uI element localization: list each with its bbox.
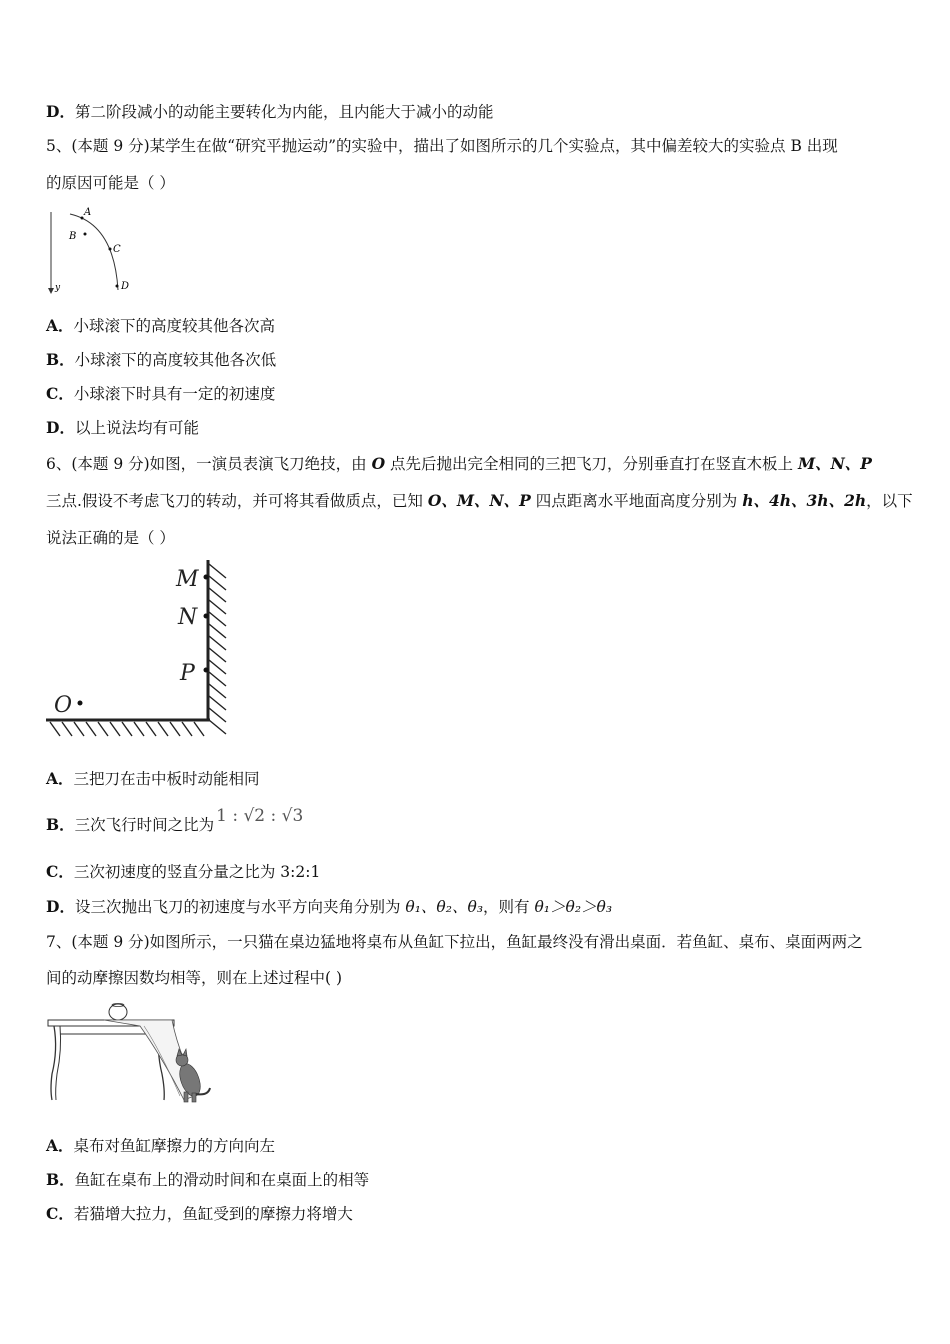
option-label: D．: [46, 418, 75, 437]
time-ratio-formula: 1 : √2 : √3: [216, 806, 304, 826]
point-n-label: N: [178, 605, 198, 630]
q6-figure: [44, 558, 244, 748]
option-text: ，则有: [483, 898, 535, 916]
stem-text: 三点.假设不考虑飞刀的转动，并可将其看做质点，已知: [46, 492, 428, 510]
stem-text: 点先后抛出完全相同的三把飞刀，分别垂直打在竖直木板上: [385, 455, 798, 473]
option-text: 三次飞行时间之比为: [74, 816, 215, 834]
option-label: A．: [46, 1136, 74, 1155]
point-m: [204, 575, 209, 580]
option-text: 三把刀在击中板时动能相同: [73, 770, 260, 788]
q6-option-b: [46, 806, 304, 835]
option-label: D．: [46, 102, 75, 121]
q5-figure: [44, 204, 144, 300]
q5-option-c: [46, 384, 275, 404]
option-text: 若猫增大拉力，鱼缸受到的摩擦力将增大: [73, 1205, 353, 1223]
option-text: 三次初速度的竖直分量之比为 3:2:1: [73, 863, 321, 881]
stem-text: 四点距离水平地面高度分别为: [530, 492, 743, 510]
q5-stem-line2: 的原因可能是（ ）: [46, 174, 175, 192]
q7-stem-line1: 7、(本题 9 分)如图所示，一只猫在桌边猛地将桌布从鱼缸下拉出，鱼缸最终没有滑出桌面．若鱼缸、桌布、桌面两两之: [46, 933, 863, 951]
point-d: [116, 285, 119, 288]
option-text: 以上说法均有可能: [74, 419, 199, 437]
option-label: C．: [46, 862, 74, 881]
stem-text: ，以下: [866, 492, 913, 510]
q7-stem-line2: 间的动摩擦因数均相等，则在上述过程中( ): [46, 969, 343, 987]
table-leg-left: [51, 1026, 56, 1100]
q5-option-d: [46, 418, 199, 438]
option-label: D．: [46, 897, 75, 916]
q6-option-d: [46, 897, 612, 917]
prev-option-d: [46, 102, 493, 122]
trajectory-curve: [70, 214, 118, 290]
heights-ref: h、4h、3h、2h: [742, 491, 867, 510]
q7-option-a: [46, 1136, 275, 1156]
q5-option-a: [46, 316, 275, 336]
point-o-ref: O: [371, 454, 386, 473]
y-axis-label: y: [55, 283, 61, 293]
point-o: [78, 701, 83, 706]
option-text: 第二阶段减小的动能主要转化为内能，且内能大于减小的动能: [74, 103, 494, 121]
theta-inequality: θ₁＞θ₂＞θ₃: [534, 898, 613, 916]
option-label: C．: [46, 384, 74, 403]
q6-stem-line1: [46, 454, 872, 474]
point-o-label: O: [54, 693, 73, 718]
option-label: C．: [46, 1204, 74, 1223]
stem-text: 6、(本题 9 分)如图，一演员表演飞刀绝技，由: [46, 455, 372, 473]
point-b-label: B: [69, 231, 77, 242]
ground-hatching: [50, 722, 204, 736]
point-c: [109, 248, 112, 251]
option-text: 鱼缸在桌布上的滑动时间和在桌面上的相等: [74, 1171, 370, 1189]
points-omnp-ref: O、M、N、P: [427, 491, 531, 510]
theta-list: θ₁、θ₂、θ₃: [405, 898, 484, 916]
point-a-label: A: [84, 207, 92, 218]
point-c-label: C: [113, 244, 121, 255]
wall-hatching: [209, 564, 226, 734]
option-label: A．: [46, 769, 74, 788]
points-mnp-ref: M、N、P: [797, 454, 872, 473]
q6-option-c: [46, 862, 320, 882]
q6-stem-line3: 说法正确的是（ ）: [46, 529, 175, 547]
table-leg-left-inner: [56, 1026, 61, 1100]
q7-option-b: [46, 1170, 369, 1190]
q5-stem-line1: 5、(本题 9 分)某学生在做“研究平抛运动”的实验中，描出了如图所示的几个实验点，其中偏差较大的实验点 B 出现: [46, 137, 838, 155]
point-p-label: P: [180, 661, 195, 686]
option-label: B．: [46, 1170, 75, 1189]
option-label: B．: [46, 815, 75, 834]
option-text: 小球滚下时具有一定的初速度: [73, 385, 276, 403]
option-text: 设三次抛出飞刀的初速度与水平方向夹角分别为: [74, 898, 406, 916]
point-n: [204, 614, 209, 619]
q6-option-a: [46, 769, 260, 789]
y-axis-arrow: [48, 288, 54, 294]
option-label: B．: [46, 350, 75, 369]
point-p: [204, 668, 209, 673]
point-b: [84, 233, 87, 236]
point-m-label: M: [176, 567, 199, 592]
option-text: 小球滚下的高度较其他各次高: [73, 317, 276, 335]
q7-figure: [44, 1000, 214, 1110]
option-text: 小球滚下的高度较其他各次低: [74, 351, 277, 369]
q5-option-b: [46, 350, 276, 370]
option-text: 桌布对鱼缸摩擦力的方向向左: [73, 1137, 276, 1155]
q7-option-c: [46, 1204, 353, 1224]
q6-stem-line2: [46, 491, 913, 511]
option-label: A．: [46, 316, 74, 335]
point-d-label: D: [121, 281, 130, 292]
